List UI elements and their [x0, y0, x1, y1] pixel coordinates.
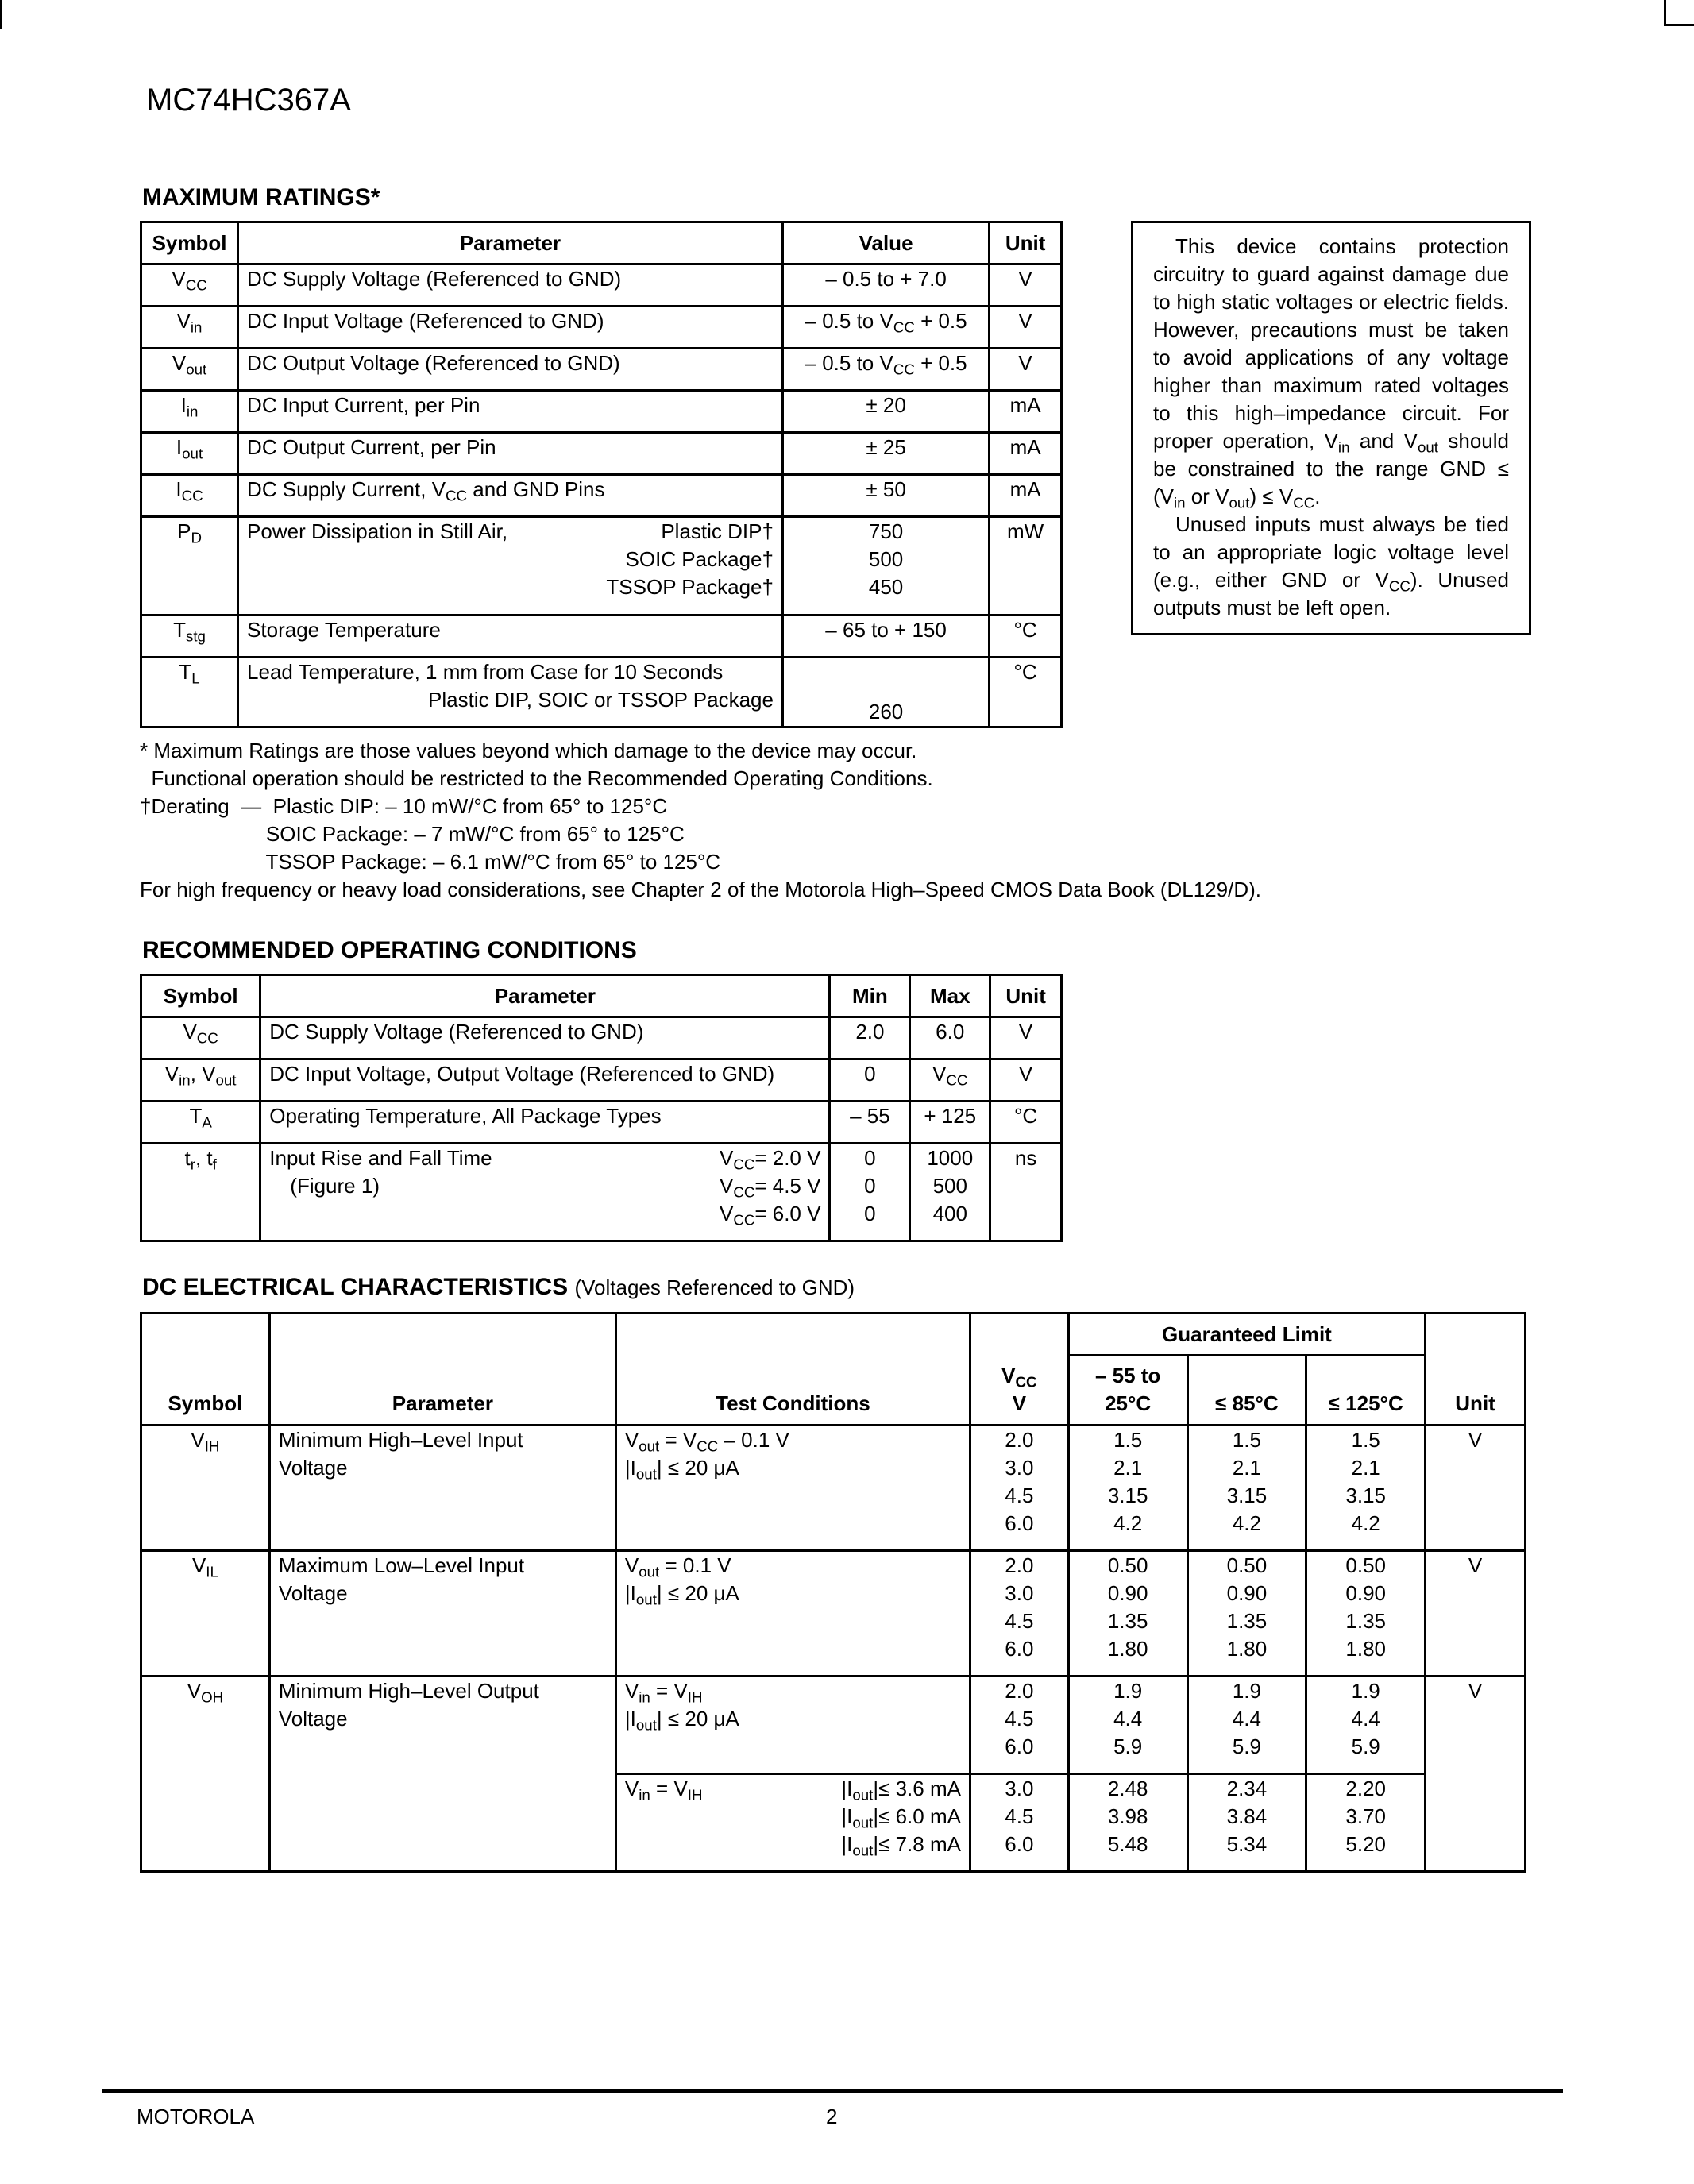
condition-text: $V_{CC}= 6.0$ V	[719, 1202, 821, 1229]
col-header-value: Value	[782, 222, 989, 264]
table-row	[141, 1059, 1062, 1102]
parameter-cell: DC Supply Voltage (Referenced to GND)	[260, 1017, 830, 1059]
footnote: * Maximum Ratings are those values beyond which damage to the device may occur.	[140, 739, 917, 762]
max-cell: 1000 500 400	[910, 1144, 990, 1241]
symbol-cell: $V_{in}$, $V_{out}$	[141, 1059, 260, 1102]
unit-cell: mA	[990, 475, 1062, 517]
package-label: Plastic DIP†	[661, 519, 774, 543]
dc-char-subheading: (Voltages Referenced to GND)	[574, 1275, 855, 1299]
parameter-cell: DC Input Current, per Pin	[238, 391, 783, 433]
rec-op-heading: RECOMMENDED OPERATING CONDITIONS	[142, 937, 637, 963]
table-row	[141, 264, 1062, 307]
dc-char-heading: DC ELECTRICAL CHARACTERISTICS (Voltages Referenced to GND)	[142, 1274, 855, 1300]
limit-cell: 0.50 0.90 1.35 1.80	[1306, 1551, 1426, 1677]
table-row	[141, 1102, 1062, 1144]
value-cell: – 65 to + 150	[782, 615, 989, 658]
dc-char-table	[140, 1312, 1526, 1873]
vcc-cell: 3.0 4.5 6.0	[970, 1774, 1068, 1872]
dc-char-header-row	[141, 1314, 1526, 1356]
test-conditions-cell: $V_{in} = V_{IH}$ $|I_{out}|\le 3.6$ mA $|I_{out}|\le 6.0$ mA $|I_{out}|\le 7.8$ mA	[615, 1774, 970, 1872]
min-cell: 2.0	[830, 1017, 910, 1059]
symbol-cell: $T_{stg}$	[141, 615, 238, 658]
parameter-text: Input Rise and Fall Time	[269, 1146, 492, 1170]
footnote: Functional operation should be restricted to the Recommended Operating Conditions.	[140, 766, 933, 790]
footnote: For high frequency or heavy load considerations, see Chapter 2 of the Motorola High–Speed CMOS Data Book (DL129/D).	[140, 878, 1261, 901]
table-row	[141, 1144, 1062, 1241]
package-label: SOIC Package†	[625, 547, 774, 571]
test-conditions-cell: $V_{out} = V_{CC} - 0.1$ V $|I_{out}| \le 20$ μA	[615, 1426, 970, 1551]
footer-brand: MOTOROLA	[137, 2105, 255, 2128]
protection-note	[1131, 221, 1531, 635]
symbol-cell: $I_{in}$	[141, 391, 238, 433]
value-cell: ± 25	[782, 433, 989, 475]
unit-cell: mA	[990, 433, 1062, 475]
col-header-symbol: Symbol	[141, 1314, 270, 1426]
unit-cell: °C	[990, 1102, 1062, 1144]
max-ratings-table	[140, 221, 1063, 728]
col-header-guaranteed-limit: Guaranteed Limit	[1068, 1314, 1425, 1356]
unit-cell: V	[990, 307, 1062, 349]
col-header-min: Min	[830, 975, 910, 1017]
parameter-text: (Figure 1)	[290, 1174, 380, 1198]
condition-text: $V_{CC}= 4.5$ V	[719, 1174, 821, 1201]
symbol-cell: $P_D$	[141, 517, 238, 615]
col-header-85c: ≤ 85°C	[1187, 1356, 1306, 1426]
unit-cell: V	[1426, 1426, 1526, 1551]
table-row	[141, 517, 1062, 615]
unit-cell: ns	[990, 1144, 1062, 1241]
unit-cell: °C	[990, 615, 1062, 658]
min-cell: – 55	[830, 1102, 910, 1144]
parameter-cell: DC Input Voltage (Referenced to GND)	[238, 307, 783, 349]
symbol-cell: $V_{CC}$	[141, 1017, 260, 1059]
unit-cell: V	[990, 349, 1062, 391]
table-row	[141, 433, 1062, 475]
parameter-cell: DC Output Voltage (Referenced to GND)	[238, 349, 783, 391]
col-header-symbol: Symbol	[141, 222, 238, 264]
parameter-cell	[238, 517, 783, 615]
limit-cell: 2.34 3.84 5.34	[1187, 1774, 1306, 1872]
col-header-vcc: $V_{CC}$ V	[970, 1314, 1068, 1426]
table-row	[141, 475, 1062, 517]
condition-text: $V_{CC}= 2.0$ V	[719, 1146, 821, 1173]
note-paragraph: Unused inputs must always be tied to an appropriate logic voltage level (e.g., either GND or $V_{CC}$). Unused outputs must be left open.	[1153, 512, 1509, 619]
value-cell: 750 500 450	[782, 517, 989, 615]
col-header-125c: ≤ 125°C	[1306, 1356, 1426, 1426]
unit-cell: V	[990, 1017, 1062, 1059]
symbol-cell: $V_{IL}$	[141, 1551, 270, 1677]
table-row	[141, 1551, 1526, 1677]
unit-cell: mA	[990, 391, 1062, 433]
vcc-cell: 2.0 3.0 4.5 6.0	[970, 1551, 1068, 1677]
min-cell: 0	[830, 1059, 910, 1102]
unit-cell: V	[990, 264, 1062, 307]
symbol-cell: $I_{out}$	[141, 433, 238, 475]
col-header-test-conditions: Test Conditions	[615, 1314, 970, 1426]
footnote: SOIC Package: – 7 mW/°C from 65° to 125°C	[140, 822, 685, 846]
max-ratings-footnotes	[140, 737, 1261, 904]
limit-cell: 1.5 2.1 3.15 4.2	[1068, 1426, 1187, 1551]
max-cell: + 125	[910, 1102, 990, 1144]
col-header-symbol: Symbol	[141, 975, 260, 1017]
vcc-cell: 2.0 4.5 6.0	[970, 1677, 1068, 1774]
limit-cell: 1.5 2.1 3.15 4.2	[1187, 1426, 1306, 1551]
value-cell: – 0.5 to + 7.0	[782, 264, 989, 307]
max-cell: $V_{CC}$	[910, 1059, 990, 1102]
value-cell: – 0.5 to $V_{CC} + 0.5$	[782, 349, 989, 391]
page-number: 2	[826, 2105, 838, 2128]
parameter-cell: Minimum High–Level Output Voltage	[269, 1677, 615, 1872]
max-cell: 6.0	[910, 1017, 990, 1059]
table-row	[141, 1426, 1526, 1551]
parameter-text: Lead Temperature, 1 mm from Case for 10 Seconds	[247, 660, 724, 684]
limit-cell: 0.50 0.90 1.35 1.80	[1187, 1551, 1306, 1677]
col-header-unit: Unit	[990, 975, 1062, 1017]
table-row	[141, 349, 1062, 391]
col-header-unit: Unit	[1426, 1314, 1526, 1426]
table-row	[141, 658, 1062, 727]
col-header-parameter: Parameter	[260, 975, 830, 1017]
symbol-cell: $t_r$, $t_f$	[141, 1144, 260, 1241]
limit-cell: 1.9 4.4 5.9	[1187, 1677, 1306, 1774]
test-conditions-cell: $V_{in} = V_{IH}$ $|I_{out}| \le 20$ μA	[615, 1677, 970, 1774]
symbol-cell: $V_{in}$	[141, 307, 238, 349]
unit-cell: V	[990, 1059, 1062, 1102]
parameter-cell: Minimum High–Level Input Voltage	[269, 1426, 615, 1551]
unit-cell: V	[1426, 1677, 1526, 1872]
limit-cell: 1.5 2.1 3.15 4.2	[1306, 1426, 1426, 1551]
crop-corner-mark	[1664, 0, 1694, 26]
col-header-parameter: Parameter	[269, 1314, 615, 1426]
symbol-cell: $T_A$	[141, 1102, 260, 1144]
parameter-cell: Storage Temperature	[238, 615, 783, 658]
table-row	[141, 307, 1062, 349]
parameter-cell: DC Output Current, per Pin	[238, 433, 783, 475]
value-cell: 260	[782, 658, 989, 727]
value-cell: – 0.5 to $V_{CC} + 0.5$	[782, 307, 989, 349]
symbol-cell: $T_L$	[141, 658, 238, 727]
symbol-cell: $I_{CC}$	[141, 475, 238, 517]
rec-op-header-row	[141, 975, 1062, 1017]
limit-cell: 0.50 0.90 1.35 1.80	[1068, 1551, 1187, 1677]
vcc-cell: 2.0 3.0 4.5 6.0	[970, 1426, 1068, 1551]
symbol-cell: $V_{out}$	[141, 349, 238, 391]
footer-rule	[102, 2089, 1563, 2093]
min-cell: 0 0 0	[830, 1144, 910, 1241]
page-edge-mark	[0, 0, 2, 29]
parameter-text: Plastic DIP, SOIC or TSSOP Package	[427, 688, 774, 712]
rec-op-table	[140, 974, 1063, 1242]
unit-cell: °C	[990, 658, 1062, 727]
max-ratings-heading: MAXIMUM RATINGS*	[142, 184, 380, 210]
parameter-cell	[260, 1144, 830, 1241]
limit-cell: 1.9 4.4 5.9	[1306, 1677, 1426, 1774]
limit-cell: 1.9 4.4 5.9	[1068, 1677, 1187, 1774]
table-row	[141, 615, 1062, 658]
unit-cell: mW	[990, 517, 1062, 615]
value-cell: ± 50	[782, 475, 989, 517]
col-header-unit: Unit	[990, 222, 1062, 264]
parameter-cell: DC Input Voltage, Output Voltage (Referenced to GND)	[260, 1059, 830, 1102]
col-header-minus55-25c: – 55 to 25°C	[1068, 1356, 1187, 1426]
limit-cell: 2.20 3.70 5.20	[1306, 1774, 1426, 1872]
parameter-cell: DC Supply Voltage (Referenced to GND)	[238, 264, 783, 307]
parameter-text: Power Dissipation in Still Air,	[247, 519, 508, 543]
table-row	[141, 1017, 1062, 1059]
parameter-cell: DC Supply Current, $V_{CC}$ and GND Pins	[238, 475, 783, 517]
limit-cell: 2.48 3.98 5.48	[1068, 1774, 1187, 1872]
max-ratings-header-row	[141, 222, 1062, 264]
col-header-max: Max	[910, 975, 990, 1017]
footnote: TSSOP Package: – 6.1 mW/°C from 65° to 125°C	[140, 850, 721, 874]
unit-cell: V	[1426, 1551, 1526, 1677]
test-conditions-cell: $V_{out} = 0.1$ V $|I_{out}| \le 20$ μA	[615, 1551, 970, 1677]
note-paragraph: This device contains protection circuitry to guard against damage due to high static voltages or electric fields. However, precautions must be taken to avoid applications of any voltage higher than maximum rated voltages to this high–impedance circuit. For proper operation, $V_{in}$ and $V_{out}$ should be constrained to the range GND ≤ ($V_{in}$ or $V_{out}) \le V_{CC}$.	[1153, 234, 1510, 511]
col-header-parameter: Parameter	[238, 222, 783, 264]
symbol-cell: $V_{CC}$	[141, 264, 238, 307]
package-label: TSSOP Package†	[606, 575, 774, 599]
table-row	[141, 1677, 1526, 1774]
page-title: MC74HC367A	[146, 83, 351, 118]
parameter-cell	[238, 658, 783, 727]
footnote: †Derating — Plastic DIP: – 10 mW/°C from 65° to 125°C	[140, 794, 668, 818]
symbol-cell: $V_{OH}$	[141, 1677, 270, 1872]
table-row	[141, 391, 1062, 433]
parameter-cell: Maximum Low–Level Input Voltage	[269, 1551, 615, 1677]
value-cell: ± 20	[782, 391, 989, 433]
parameter-cell: Operating Temperature, All Package Types	[260, 1102, 830, 1144]
symbol-cell: $V_{IH}$	[141, 1426, 270, 1551]
